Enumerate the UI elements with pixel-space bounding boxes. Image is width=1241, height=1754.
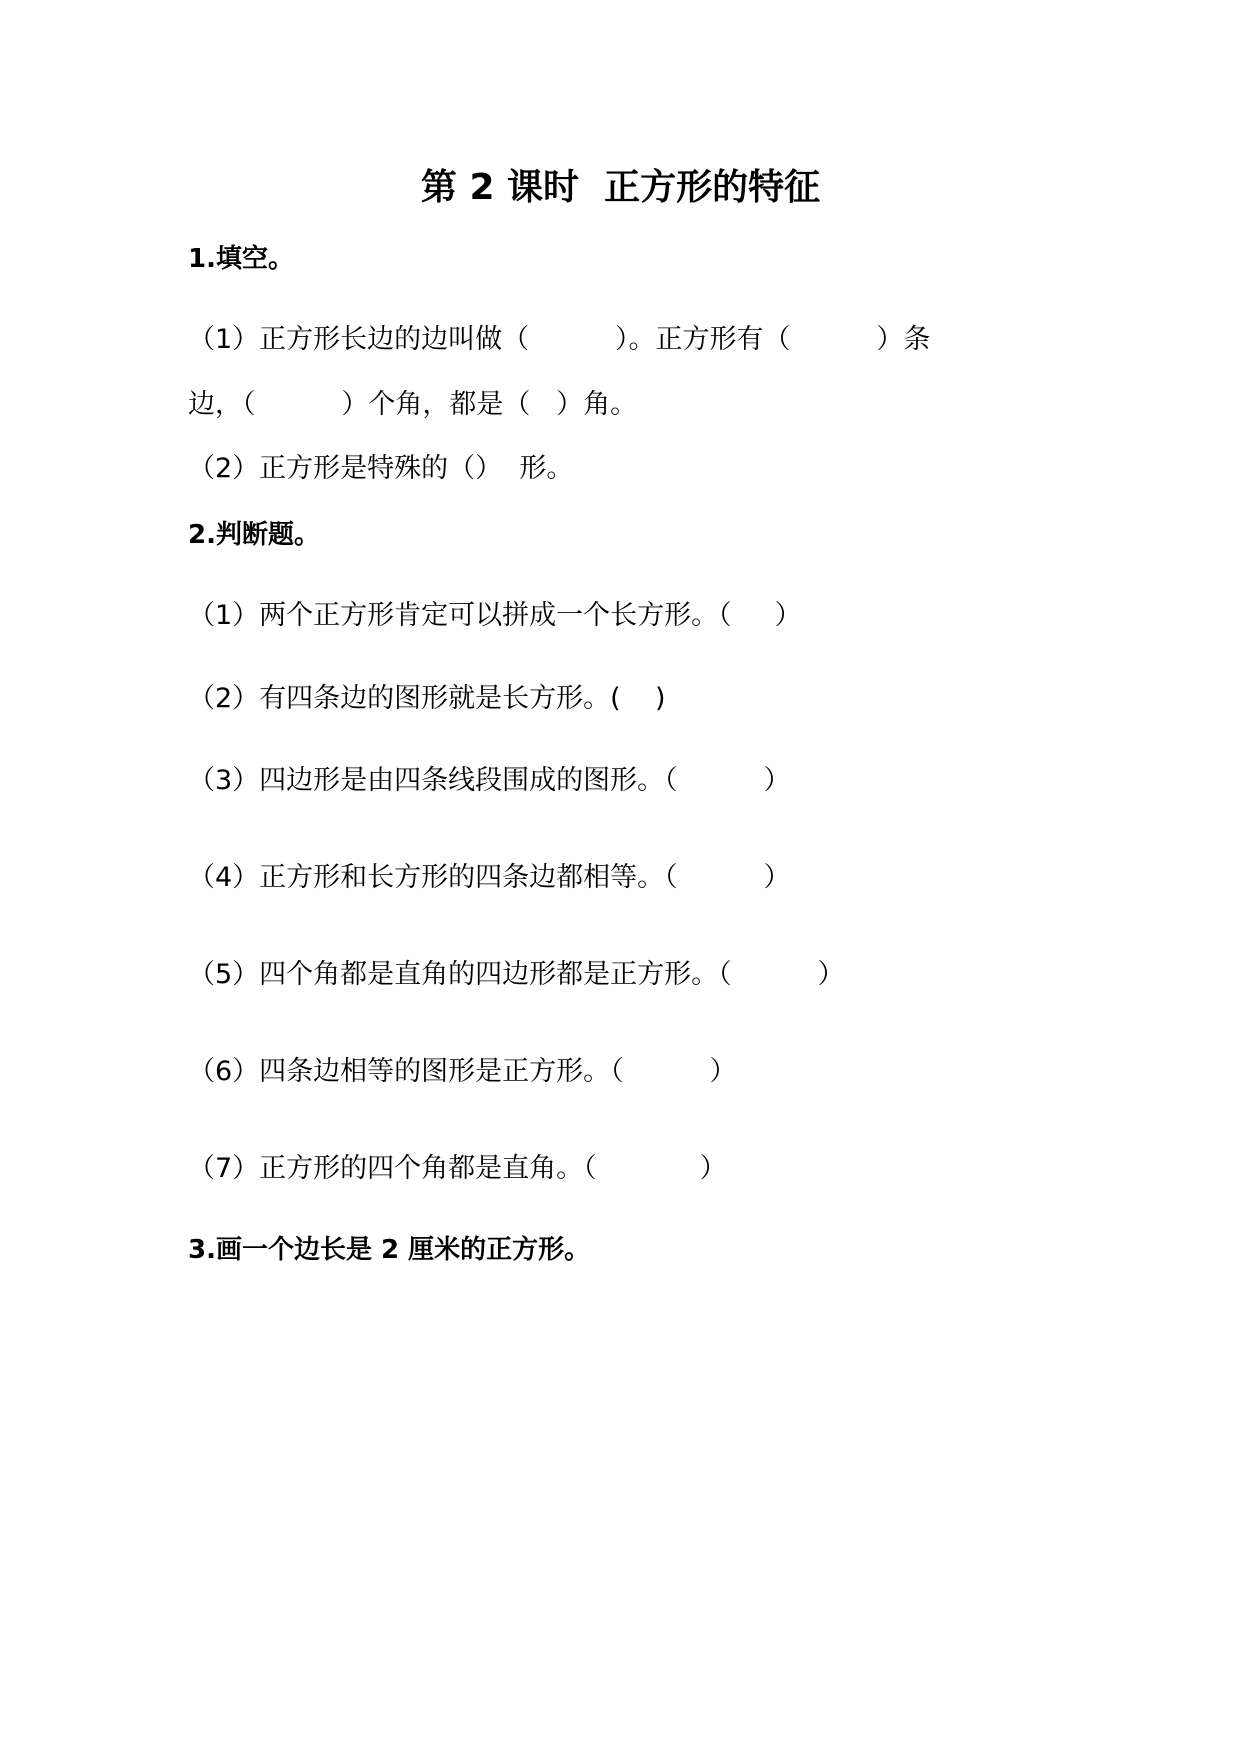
question-line: 边，（ ）个角，都是（ ）角。 [188, 389, 638, 420]
question-line: （2）有四条边的图形就是长方形。( ) [188, 683, 666, 714]
page-title: 第 2 课时 正方形的特征 [420, 167, 821, 208]
section-heading-fill-in: 1.填空。 [188, 244, 294, 274]
section-heading-true-false: 2.判断题。 [188, 520, 320, 550]
question-line: （1）两个正方形肯定可以拼成一个长方形。（ ） [188, 600, 802, 631]
question-line: （4）正方形和长方形的四条边都相等。（ ） [188, 862, 791, 893]
question-line: （2）正方形是特殊的（） 形。 [188, 453, 574, 484]
question-line: （6）四条边相等的图形是正方形。（ ） [188, 1056, 737, 1087]
question-line: （7）正方形的四个角都是直角。（ ） [188, 1153, 727, 1184]
drawing-area[interactable] [188, 1290, 1048, 1690]
question-line: （3）四边形是由四条线段围成的图形。（ ） [188, 765, 791, 796]
question-line: （1）正方形长边的边叫做（ ）。正方形有（ ）条 [188, 324, 931, 355]
question-line: （5）四个角都是直角的四边形都是正方形。（ ） [188, 959, 845, 990]
section-heading-draw-square: 3.画一个边长是 2 厘米的正方形。 [188, 1235, 591, 1265]
